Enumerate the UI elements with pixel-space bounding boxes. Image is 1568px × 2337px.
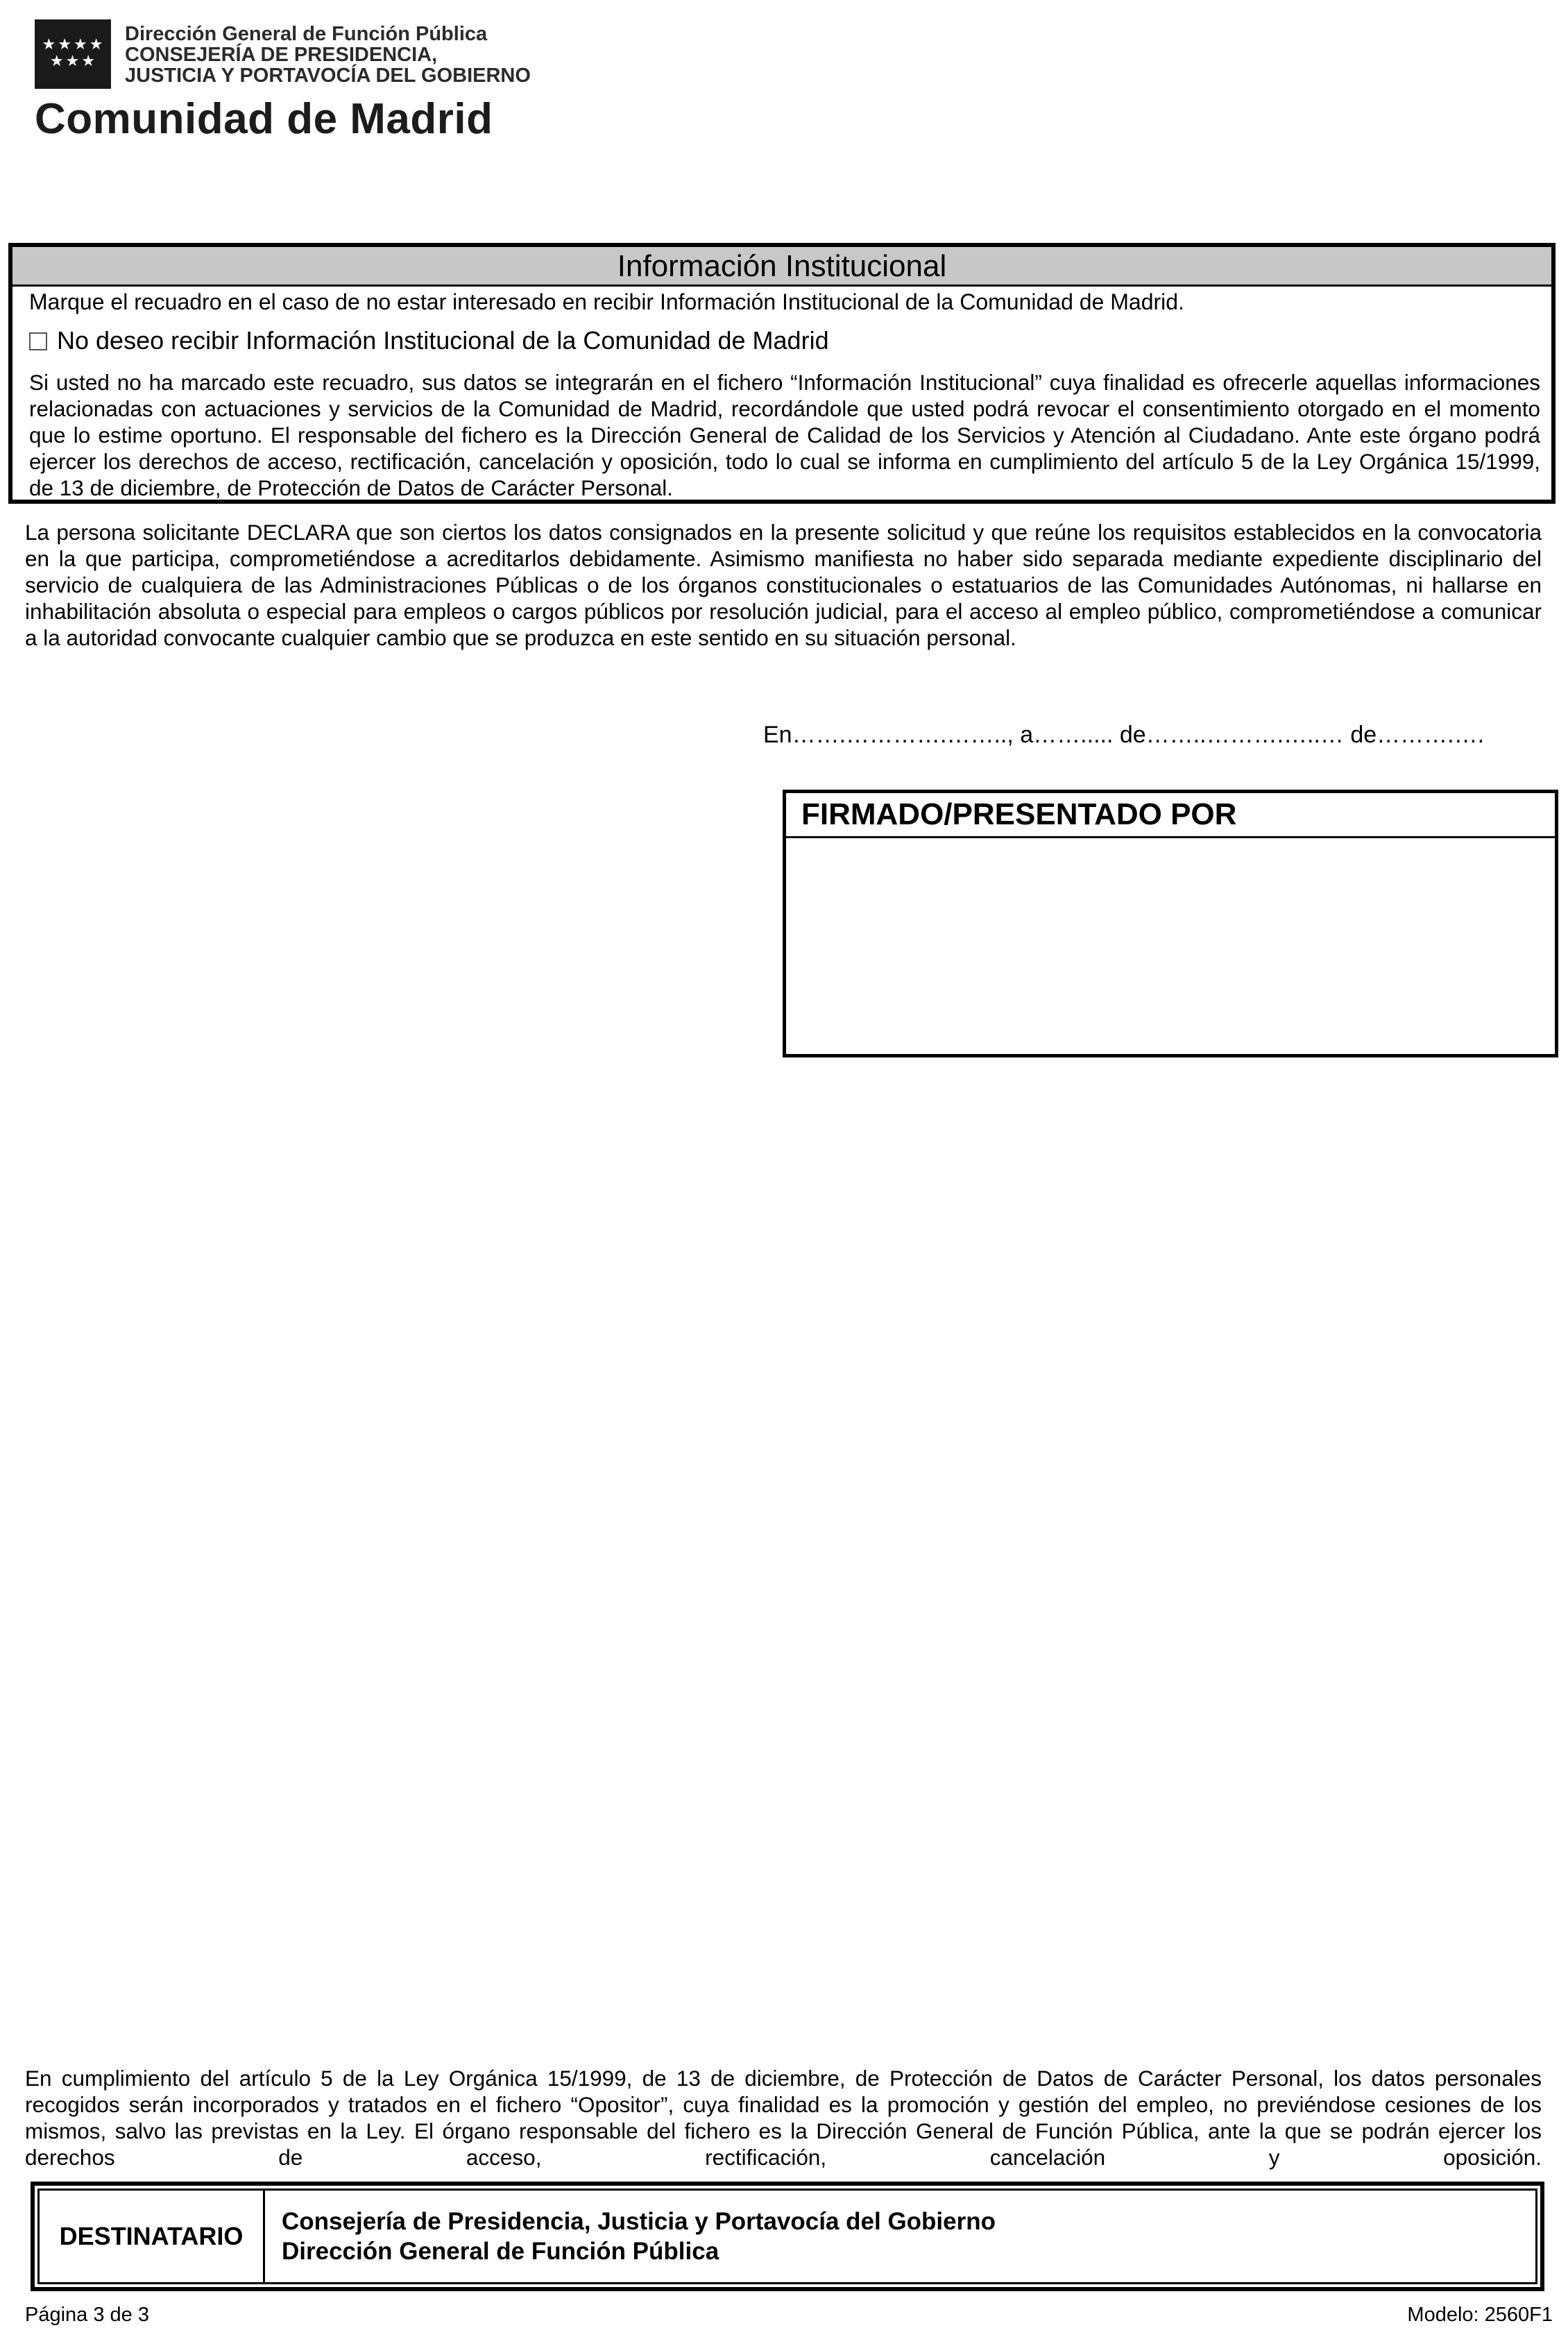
signature-title: FIRMADO/PRESENTADO POR — [786, 793, 1555, 838]
logo-department-text — [125, 24, 531, 86]
destinatario-inner — [37, 2189, 1537, 2284]
section-title: Información Institucional — [12, 247, 1551, 287]
logo-line-1: Dirección General de Función Pública — [125, 23, 488, 45]
info-institucional-section — [8, 243, 1556, 504]
info-paragraph: Si usted no ha marcado este recuadro, sus datos se integrarán en el fichero “Información Institucional” cuya finalidad es ofrecerle aquellas informaciones relacionadas con actuaciones y servicios de la Comunidad de Madrid, recordándole que usted podrá revocar el consentimiento otorgado en el momento que lo estime oportuno. El responsable del fichero es la Dirección General de Calidad de los Servicios y Atención al Ciudadano. Ante este órgano podrá ejercer los derechos de acceso, rectificación, cancelación y oposición, todo lo cual se informa en cumplimiento del artículo 5 de la Ley Orgánica 15/1999, de 13 de diciembre, de Protección de Datos de Carácter Personal. — [29, 370, 1540, 500]
page-number: Página 3 de 3 — [25, 2304, 149, 2326]
declaration-paragraph: La persona solicitante DECLARA que son ciertos los datos consignados en la presente solicitud y que reúne los requisitos establecidos en la convocatoria en la que participa, comprometiéndose a acreditarlos debidamente. Asimismo manifiesta no haber sido separada mediante expediente disciplinario del servicio de cualquiera de las Administraciones Públicas o de los órganos constitucionales o estatuarios de las Comunidades Autónomas, ni hallarse en inhabilitación absoluta o especial para empleos o cargos públicos por resolución judicial, para el acceso al empleo público, comprometiéndose a comunicar a la autoridad convocante cualquier cambio que se produzca en este sentido en su situación personal. — [25, 520, 1542, 650]
comunidad-madrid-logo — [35, 19, 531, 144]
model-code: Modelo: 2560F1 — [1407, 2304, 1553, 2326]
info-instruction: Marque el recuadro en el caso de no estar interesado en recibir Información Institucional de la Comunidad de Madrid. — [29, 289, 1184, 314]
logo-name: Comunidad de Madrid — [35, 95, 493, 143]
destinatario-label: DESTINATARIO — [40, 2191, 265, 2282]
logo-line-2: CONSEJERÍA DE PRESIDENCIA, — [125, 44, 438, 66]
opt-out-label: No deseo recibir Información Institucional de la Comunidad de Madrid — [57, 326, 829, 355]
destinatario-line-1: Consejería de Presidencia, Justicia y Portavocía del Gobierno — [282, 2208, 996, 2235]
stars-icon: ★★★★ ★★★ — [42, 35, 105, 69]
destinatario-box — [31, 2182, 1544, 2291]
date-place-line[interactable]: En…….………….…….., a……..... de……..……….…..… de……….…. — [763, 722, 1485, 748]
madrid-flag-icon — [35, 19, 111, 89]
opt-out-row[interactable] — [29, 328, 1540, 354]
destinatario-line-2: Dirección General de Función Pública — [282, 2238, 719, 2265]
signature-box[interactable] — [783, 790, 1558, 1057]
opt-out-checkbox[interactable] — [29, 332, 47, 350]
data-protection-paragraph: En cumplimiento del artículo 5 de la Ley Orgánica 15/1999, de 13 de diciembre, de Protección de Datos de Carácter Personal, los datos personales recogidos serán incorporados y tratados en el fichero “Opositor”, cuya finalidad es la promoción y gestión del empleo, no previéndose cesiones de los mismos, salvo las previstas en la Ley. El órgano responsable del fichero es la Dirección General de Función Pública, ante la que se podrán ejercer los derechos de acceso, rectificación, cancelación y oposición. — [25, 2066, 1542, 2170]
destinatario-values — [265, 2191, 996, 2282]
logo-line-3: JUSTICIA Y PORTAVOCÍA DEL GOBIERNO — [125, 65, 531, 87]
